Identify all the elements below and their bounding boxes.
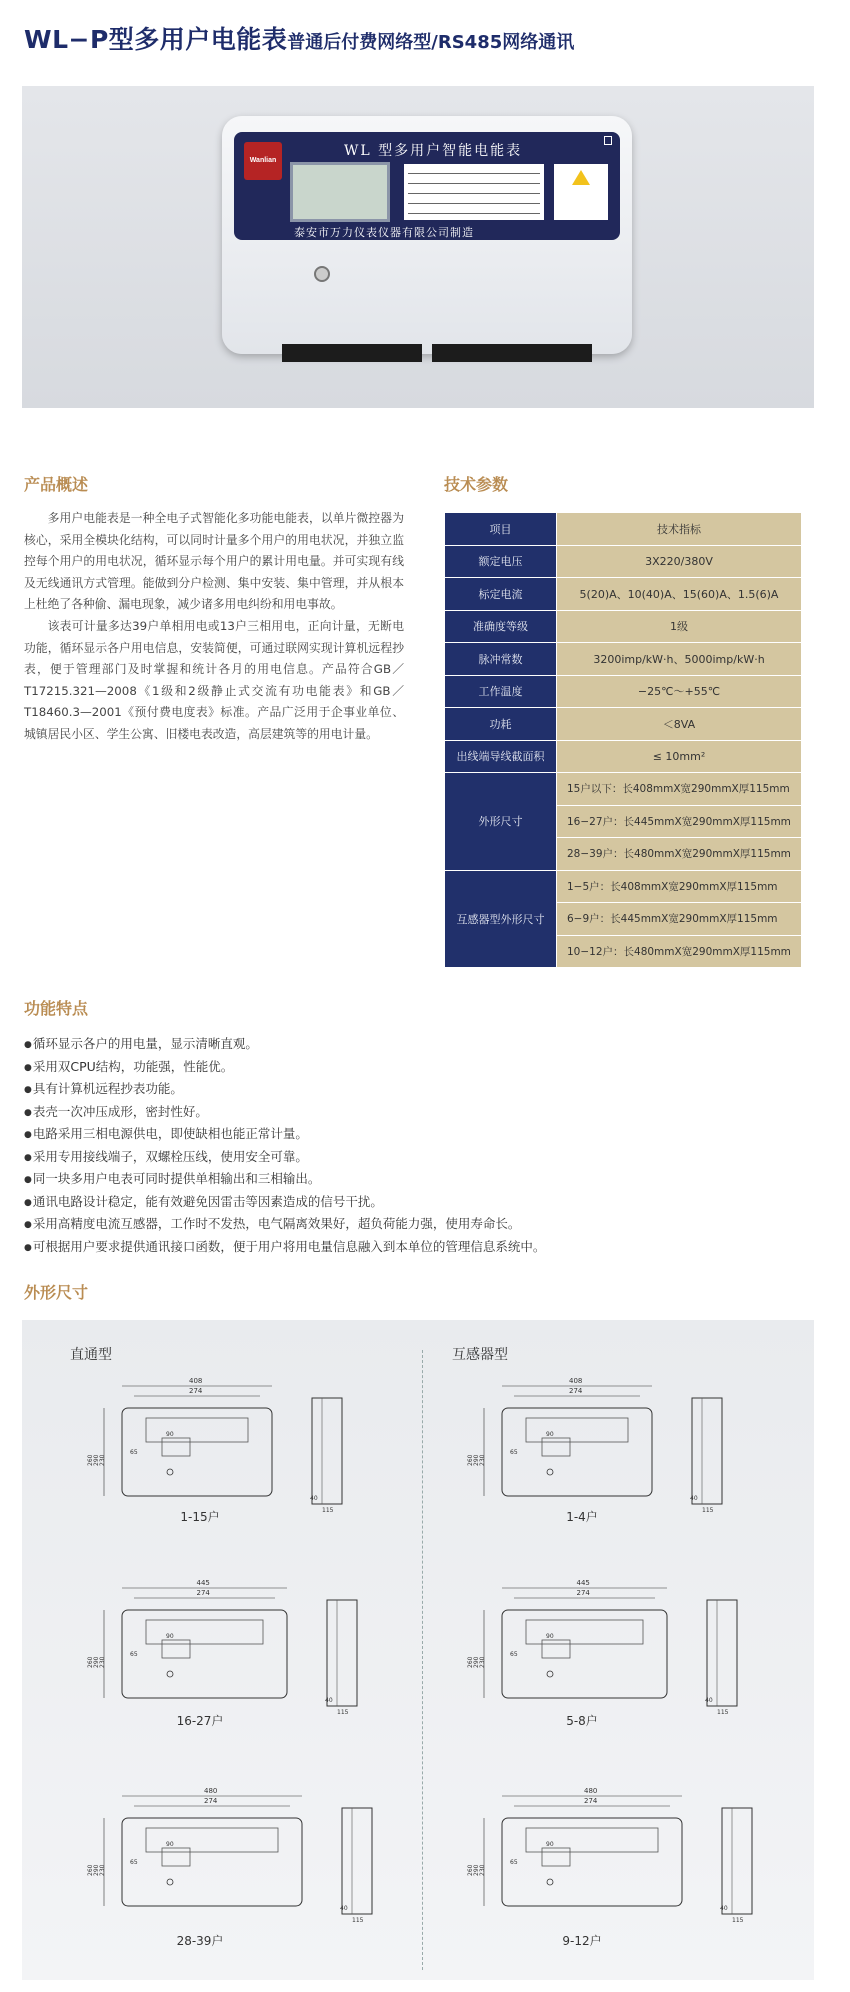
spec-key: 额定电压 [445,545,557,578]
spec-value: 6−9户：长445mmX宽290mmX厚115mm [557,903,802,936]
height-label: 260 [467,1864,474,1876]
port-circle [547,1671,553,1677]
spec-value: ＜8VA [557,708,802,741]
inner-label: 65 [130,1859,138,1866]
panel-outline [526,1828,658,1852]
side-outline [722,1808,752,1914]
side-outline [707,1600,737,1706]
spec-value: 28−39户：长480mmX宽290mmX厚115mm [557,838,802,871]
brand-logo: Wanlian [244,142,282,180]
meter-front-panel [234,132,620,240]
spec-value: ≤ 10mm² [557,740,802,773]
meter-body [222,116,632,354]
height-label: 290 [93,1864,100,1876]
table-row [445,773,802,806]
depth-label: 115 [337,1709,349,1716]
window-outline [542,1438,570,1456]
port-circle [547,1469,553,1475]
spec-value: 15户以下：长408mmX宽290mmX厚115mm [557,773,802,806]
terminal-block-left [282,344,422,362]
spec-key: 标定电流 [445,578,557,611]
inner-label: 90 [546,1633,554,1640]
window-outline [542,1640,570,1658]
inner-label: 90 [166,1633,174,1640]
panel-outline [146,1620,263,1644]
height-label: 230 [99,1454,106,1466]
inner-width-label: 274 [569,1387,583,1395]
col-item: 项目 [445,513,557,546]
inner-width-label: 274 [189,1387,203,1395]
height-label: 230 [479,1454,486,1466]
drawing-caption: 28-39户 [176,1934,224,1948]
inner-label: 90 [546,1431,554,1438]
product-photo [22,86,814,408]
table-row [445,870,802,903]
spec-key: 外形尺寸 [445,773,557,871]
spec-key: 出线端导线截面积 [445,740,557,773]
width-label: 480 [204,1787,218,1795]
list-item: ● 采用专用接线端子，双螺栓压线，使用安全可靠。 [24,1147,545,1170]
title-main: WL−P型多用户电能表 [24,25,288,54]
overview-text [24,508,404,746]
width-label: 408 [189,1377,203,1385]
height-label: 290 [93,1656,100,1668]
dimension-drawing [462,1570,792,1716]
terminal-block-right [432,344,592,362]
width-label: 445 [196,1579,210,1587]
panel-outline [526,1620,643,1644]
dimension-drawing [82,1570,412,1716]
spec-key: 脉冲常数 [445,643,557,676]
height-label: 230 [99,1864,106,1876]
title-sub: 普通后付费网络型/RS485网络通讯 [287,32,575,53]
window-outline [162,1848,190,1866]
drawing-caption: 1-4户 [566,1510,598,1524]
side-outline [327,1600,357,1706]
depth-label: 40 [690,1495,698,1502]
warning-icon [572,170,590,185]
left-group-title: 直通型 [70,1347,112,1363]
inner-width-label: 274 [584,1797,598,1805]
spec-value: 3X220/380V [557,545,802,578]
width-label: 480 [584,1787,598,1795]
dimensions-heading: 外形尺寸 [24,1283,89,1302]
panel-outline [146,1828,278,1852]
spec-value: 5(20)A、10(40)A、15(60)A、1.5(6)A [557,578,802,611]
depth-label: 115 [322,1507,334,1514]
panel-outline [526,1418,628,1442]
list-item: ● 采用双CPU结构，功能强，性能优。 [24,1057,545,1080]
spec-value: 1−5户：长408mmX宽290mmX厚115mm [557,870,802,903]
drawing-caption: 9-12户 [562,1934,602,1948]
inner-label: 65 [510,1449,518,1456]
height-label: 260 [87,1454,94,1466]
front-outline [502,1610,667,1698]
dimension-drawing [462,1368,792,1514]
height-label: 230 [479,1864,486,1876]
drawing-caption: 1-15户 [180,1510,220,1524]
side-outline [692,1398,722,1504]
inner-width-label: 274 [196,1589,210,1597]
meter-company: 泰安市万力仪表仪器有限公司制造 [294,226,474,239]
port-circle [167,1671,173,1677]
spec-key: 互感器型外形尺寸 [445,870,557,968]
front-outline [122,1818,302,1906]
height-label: 260 [467,1454,474,1466]
height-label: 260 [87,1656,94,1668]
inner-label: 65 [130,1651,138,1658]
overview-paragraph: 该表可计量多达39户单相用电或13户三相用电，正向计量，无断电功能，循环显示各户用电信息，安装简便，可通过联网实现计算机远程抄表，便于管理部门及时掌握和统计各月的用电信息。产品符合GB／T17215.321—2008《1级和2级静止式交流有功电能表》和GB／T18460.3—2001《预付费电度表》标准。产品广泛用于企事业单位、城镇居民小区、学生公寓、旧楼电表改造，高层建筑等的用电计量。 [24,618,404,741]
list-item: ● 通讯电路设计稳定，能有效避免因雷击等因素造成的信号干扰。 [24,1192,545,1215]
warning-label [554,164,608,220]
communication-port [314,266,330,282]
spec-value: 16−27户：长445mmX宽290mmX厚115mm [557,805,802,838]
table-header-row [445,513,802,546]
features-list [24,1034,545,1259]
list-item: ● 采用高精度电流互感器，工作时不发热，电气隔离效果好，超负荷能力强，使用寿命长。 [24,1214,545,1237]
specs-heading: 技术参数 [444,475,509,494]
front-outline [502,1408,652,1496]
dimension-drawing [462,1778,792,1924]
dimension-drawings [22,1320,814,1980]
overview-heading: 产品概述 [24,475,89,494]
side-outline [312,1398,342,1504]
spec-key: 准确度等级 [445,610,557,643]
front-outline [122,1610,287,1698]
spec-value: −25℃～+55℃ [557,675,802,708]
inner-width-label: 274 [576,1589,590,1597]
list-item: ● 表壳一次冲压成形，密封性好。 [24,1102,545,1125]
drawing-caption: 5-8户 [566,1714,598,1728]
height-label: 260 [87,1864,94,1876]
inner-label: 65 [510,1859,518,1866]
inner-label: 65 [510,1651,518,1658]
width-label: 408 [569,1377,583,1385]
port-circle [547,1879,553,1885]
table-row [445,740,802,773]
height-label: 230 [479,1656,486,1668]
spec-key: 功耗 [445,708,557,741]
depth-label: 40 [340,1905,348,1912]
height-label: 260 [467,1656,474,1668]
inner-label: 90 [166,1841,174,1848]
spec-value: 1级 [557,610,802,643]
lcd-display [290,162,390,222]
list-item: ● 同一块多用户电表可同时提供单相输出和三相输出。 [24,1169,545,1192]
drawing-caption: 16-27户 [176,1714,224,1728]
table-row [445,675,802,708]
divider [422,1350,423,1970]
list-item: ● 循环显示各户的用电量，显示清晰直观。 [24,1034,545,1057]
table-row [445,643,802,676]
table-row [445,578,802,611]
nameplate [404,164,544,220]
height-label: 290 [473,1656,480,1668]
list-item: ● 具有计算机远程抄表功能。 [24,1079,545,1102]
depth-label: 115 [352,1917,364,1924]
depth-label: 40 [310,1495,318,1502]
width-label: 445 [576,1579,590,1587]
meter-name: WL 型多用户智能电能表 [344,143,523,159]
side-outline [342,1808,372,1914]
panel-outline [146,1418,248,1442]
spec-value: 3200imp/kW·h、5000imp/kW·h [557,643,802,676]
depth-label: 115 [717,1709,729,1716]
list-item: ● 可根据用户要求提供通讯接口函数，便于用户将用电量信息融入到本单位的管理信息系统中。 [24,1237,545,1260]
spec-key: 工作温度 [445,675,557,708]
approval-mark [604,136,612,145]
dimension-drawing [82,1778,412,1924]
port-circle [167,1469,173,1475]
height-label: 290 [93,1454,100,1466]
right-group-title: 互感器型 [452,1347,508,1363]
window-outline [162,1640,190,1658]
table-row [445,545,802,578]
inner-label: 90 [166,1431,174,1438]
depth-label: 40 [325,1697,333,1704]
page-title [24,20,844,60]
window-outline [542,1848,570,1866]
front-outline [502,1818,682,1906]
depth-label: 115 [732,1917,744,1924]
table-row [445,610,802,643]
height-label: 290 [473,1454,480,1466]
features-heading: 功能特点 [24,999,89,1018]
spec-table [444,512,802,968]
height-label: 230 [99,1656,106,1668]
inner-label: 65 [130,1449,138,1456]
depth-label: 40 [705,1697,713,1704]
inner-label: 90 [546,1841,554,1848]
depth-label: 40 [720,1905,728,1912]
height-label: 290 [473,1864,480,1876]
list-item: ● 电路采用三相电源供电，即使缺相也能正常计量。 [24,1124,545,1147]
port-circle [167,1879,173,1885]
depth-label: 115 [702,1507,714,1514]
col-value: 技术指标 [557,513,802,546]
front-outline [122,1408,272,1496]
inner-width-label: 274 [204,1797,218,1805]
dimension-drawing [82,1368,412,1514]
spec-value: 10−12户：长480mmX宽290mmX厚115mm [557,935,802,968]
overview-paragraph: 多用户电能表是一种全电子式智能化多功能电能表，以单片微控器为核心，采用全模块化结构，可以同时计量多个用户的用电状况，并独立监控每个用户的用电状况，循环显示每个用户的累计用电量。并可实现有线及无线通讯方式管理。能做到分户检测、集中安装、集中管理，并从根本上杜绝了各种偷、漏电现象，减少诸多用电纠纷和用电事故。 [24,511,404,612]
window-outline [162,1438,190,1456]
table-row [445,708,802,741]
